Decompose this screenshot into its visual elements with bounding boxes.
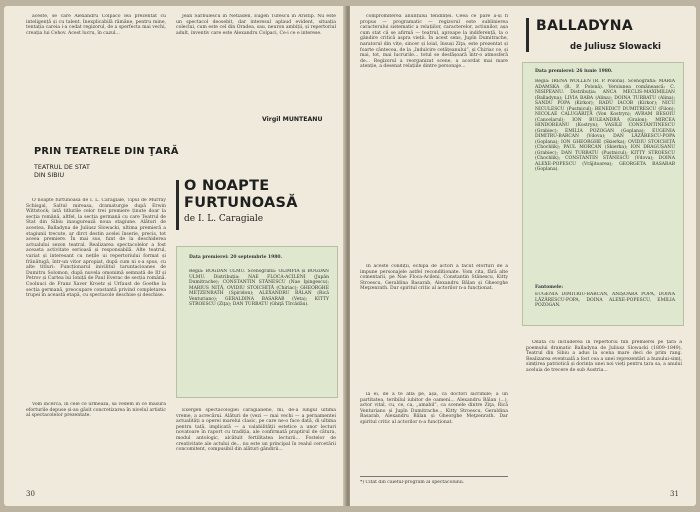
article-title-balladyna: BALLADYNA [536, 18, 634, 34]
noapte-credits-text: Regia: BOGDAN ULMU. Scenografia: OLIMPIA și BOGDAN ULMU. Distribuția: NAE FLOCA-ACILENI (Jupân Dumitrache); CONSTANTIN STĂNESCU (Nae Ipingescu); MARIUS NIȚĂ, OVIDIU STOICHIȚĂ (Chiriac); GHEORGHE MEȚZENRATH (Spiridon); ALEXANDRU BĂLAN (Rică Venturiano); GERALDINA BASARAB (Veta); KITTY STROESCU (Ziţa); DAN TURBATU (Ghiţă Tîrcădău). [189, 269, 329, 307]
article-author-balladyna: de Juliusz Slowacki [570, 42, 661, 52]
right-col1-body: compromiterea anunțului tendinței. Ceea ce pare a-și fi propus — programatic — regizorul este sublinierea caracterului sistematic a relațiilor, caracterelor, actiunilor, așa cum stat că se afirmă — teatrul, aproape la indiferență, la o gândire critică aspra vieții. În acest sens, Jupîn Dumitrache, naratorul din vițe, sincer și loial, însuși Ziţa, este prezentat și foarte cântecea, de la „îndulcire cetățeanului”, și Chiriac ce, și mai, tot, mai lucrurile... totul se desfășoară într-o atmosferă de... Regizorul a reorganizat scene, a acordat mai mare atenție, a desenat relațiile dintre personaje... [360, 14, 508, 70]
article-author-noapte: de I. L. Caragiale [184, 214, 264, 224]
balladyna-fantoms: EUGENIA DIMITRIU-BARCAN, ANIȘOARA POPA, DOINA LĂZĂRESCU-POPA, DOINA ALEXE-POPESCU, EMILIA POZOGAN. [535, 292, 675, 308]
balladyna-credits-box [522, 62, 684, 326]
balladyna-fantoms-label: Fantomele: [535, 285, 564, 290]
left-col2-body: Exergen spectacologiei caragialiene, mi, de-a lungul ultima vreme, a acrecărui. Alături de (vezi — mai vechi — a pernamentei actualități a operei marelui clasic, pe care ne-o face dată, di ultima pentru tată, implicată — a valabilității estetice a unor lecturi novatoare în raport cu tradiția, ale confirmată praptirul de cătura, modul antologic, alcătuit fertilitatea lecturii... Fostelor de creativitate ale actului de... nu este un principal în realul cercetării concomitent, compusibil din alături gândirii... [176, 408, 336, 453]
footnote-rule [360, 476, 508, 477]
signature: Virgil MUNTEANU [262, 116, 323, 123]
right-col1-body2: În aceste condiții, echipa de actori a făcut eforturi de a impune personajele astfel reconditionate. Vom cita, fără alte comentarii, pe Nae Floca-Acileni, Constantin Stănescu, Kitty Stroescu, Geraldina Basarab, Alexandru Bălan și Gheorghe Meţzenrath. Dar spiritul critic al actorilor n-a funcționat. [360, 264, 508, 292]
left-col1-body2: Vom încerca, în cele ce urmează, să vedem în ce măsură eforturile depuse și-au găsit concretizarea în nivelul artistic al spectacolelor prezentate. [26, 402, 166, 419]
left-col1-body: O noapte furtunoasă de I. L. Caragiale, Tipul de Murray Schisgal, Saltul mireasa, dramaturgie după Erwin Wittstock; iată titlurile celor trei premiere ținute doar la secția română, altfel, la secția germană cu care Teatrul de Stat din Sibiu inaugurează noua stagiune. Alături de acestea, Balladyna de Juliusz Slowacki, ultima premieră a stagiunii trecute, ar dirct destin acelei înserie, precis, tot aceea premiere. În mai sus, funt de la deschiderea actualului sezon teatral. Realizarea spectacolelor a fost aceasta activitate serioasă și responsabilă. Alte teatrul, variat și interesant cu nețile ui repertoriului format și frânătugă, într-un vitor apropiat, după cum ni s-a spus, cu alte titluri: Funcționarul inivilitul taruntacioanes de Dumitru Solomon, după nuvela omonimă semnată de Ilf și Petrov și Cartea lui Ioniță de Paul Everac de secția română. Coolnuci de Franz Xaver Kroetz și Urfaust de Goethe la secția germană, preocupare constantă privind completarea trupei în această etapă, cu spectacole deschise și deschise. [26, 198, 166, 299]
right-col2-body: la ei, de a te afla pe, așa, ca doctori lacrimile; a un partitatea, teribilul iubitor de oameni... Alexandru Bălan (...), actor vital, cu, ce, ca, „amabil”, ca scenele dintre Ziţa, Rică Venturiano și Jupîn Dumitrache... Kitty Stroescu, Geraldina Basarab, Alexandru Bălan și Gheorghe Meţzenrath. Dar spiritul critic al actorilor n-a funcționat. [360, 392, 508, 425]
noapte-premiere: Data premierei: 20 septembrie 1980. [189, 255, 283, 260]
balladyna-premiere: Data premierei: 26 iunie 1980. [535, 69, 613, 74]
subsection-title: TEATRUL DE STAT DIN SIBIU [34, 164, 90, 179]
title-bar [176, 180, 179, 230]
right-col3-body: Odată cu includerea în repertoriu fiin premierei pe țară a poemului dramatic Balladyna de Juliusz Slowacki (1809–1849), Teatrul din Sibiu a adus la scena mare deci de prim rang. Realizarea eventuală a fost cea a unei reprezentări a bunului-simț, simțirea patriotică și dorința unei noi vieți pentru țara sa, a anului aceluia de trecere de sub Austria... [526, 340, 682, 373]
page-number-left: 30 [26, 490, 35, 498]
noapte-credits-box [176, 246, 338, 398]
balladyna-credits-text: Regia: IRENA WOLLEN (R. P. Polonă). Scenografia: MARIA ADAMSKA (R. P. Polonă). Versiunea românească: C. NISIPEANU. Distribuția: ANCA MECLIS-MAXIMILIAN (Balladyna); LIVIA BABA (Alina); DOINA TURBATU (Alina); SANDU POPA (Kirkor); RADU IACOB (Kirkor); NICU NICULESCU (Pustnicul); BENEDICT DUMITRESCU (Filon); NICOLAE CALUGĂRIȚĂ (Von Kostryn); AVRAM BESOIU (Cancelarul); ION BULEANDRĂ (Gralon); MIRCEA HINDOREANU (Kostryn); VASILE CONSTANTINESCU (Grabiec); EMILIA POZOGAN (Goplana); EUGENIA DIMITRU-BARCAN (Vdova); DAN LĂZĂRESCU-POPA (Goplana); ION GHEORGHE (Skierka); OVIDIU STOICHIȚĂ (Chochlik); PAUL MORCAN (Skierka); ION DRAGUȘANU (Grabiec); DAN TURBATU (Pustnicul); KITTY STROESCU (Chochlik); CONSTANTIN STĂNESCU (Vdova); DOINA ALEXE-POPESCU (Vrăjitoarea); GEORGETA BASARAB (Goplana). [535, 79, 675, 172]
left-col1-top-text: aceste, se care Alexandru Colpaco lea prezentat cu inteligență și cu talent. Inexplicabilă rămâne, pentru mine, tentația careia i-a cedat regizorul, de a sperfecta mai vechi, creația lui Cehov. Acest lucru, în cazul... [26, 14, 166, 36]
left-col2-top-text: Jean Sârbulescu în Netiaden, Eugen Tufescu în Aristip. Nu este un spectacol deosebit, dar interesul aplaud evident, situația coleclui, cum este cel din Oradea, sau, neuron ambiții, și repertoriul adult, inventiv care este Alexandru Colpaci, Ce-i ce e interese. [176, 14, 336, 36]
article-title-noapte: O NOAPTE FURTUNOASĂ [184, 178, 298, 211]
title-bar-balladyna [526, 18, 529, 52]
page-number-right: 31 [670, 490, 679, 498]
footnote: *) Citat din caietul-program al spectacolului. [360, 480, 465, 485]
section-title: PRIN TEATRELE DIN ŢARĂ [34, 146, 179, 157]
right-page [350, 6, 696, 506]
left-page [4, 6, 346, 506]
